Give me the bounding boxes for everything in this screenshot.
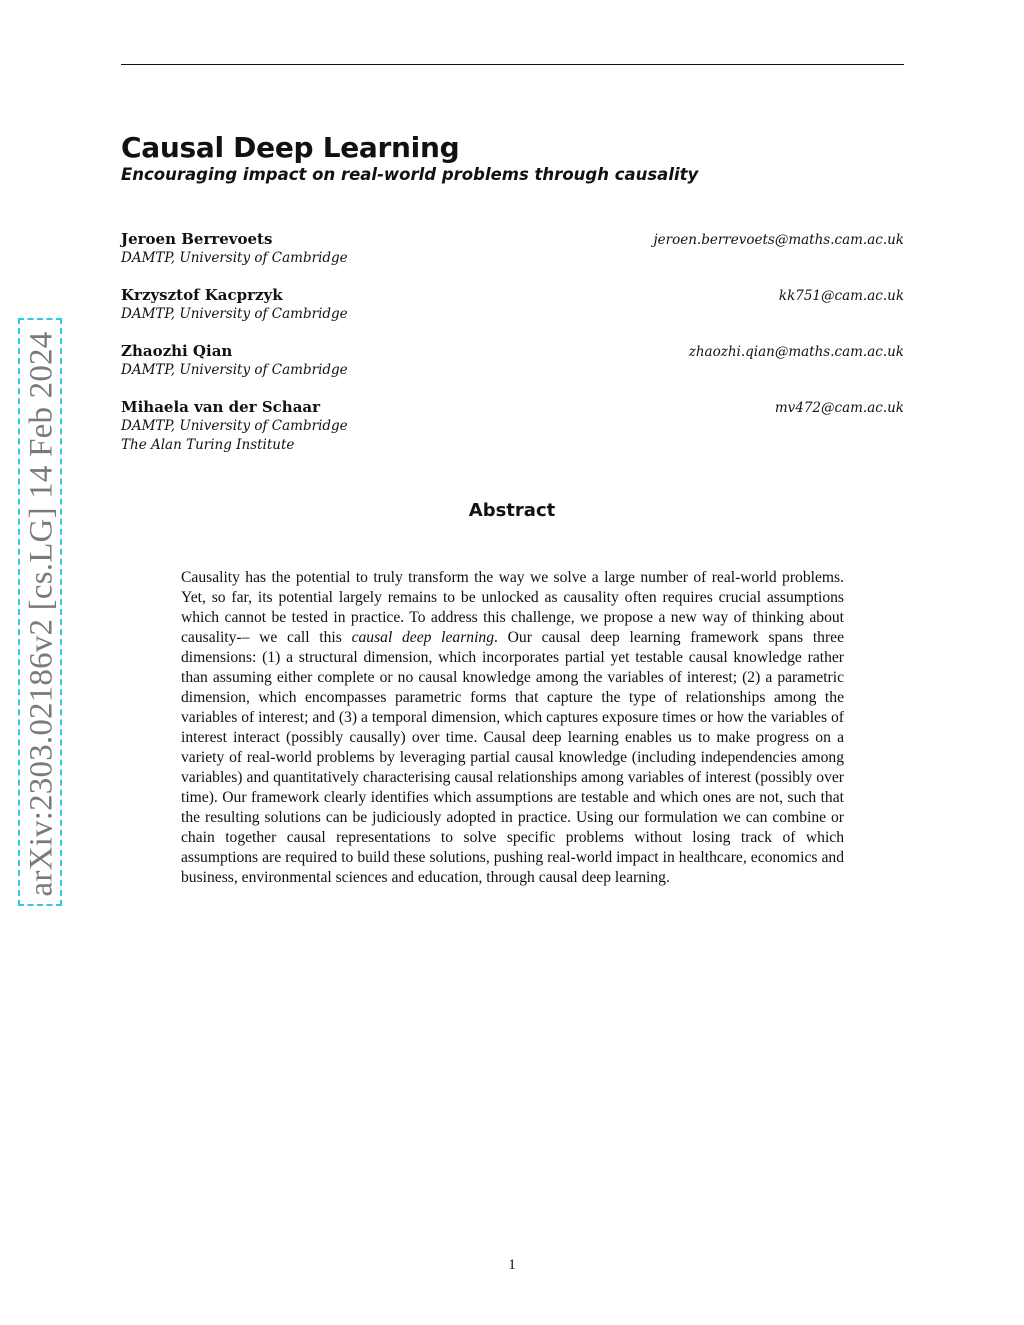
arxiv-stamp[interactable] [18,318,62,906]
abstract-emphasis: causal deep learning [351,628,495,646]
paper-title: Causal Deep Learning [121,131,460,164]
abstract-body [181,568,844,888]
author-block [121,286,904,324]
author-email: jeroen.berrevoets@maths.cam.ac.uk [653,232,904,248]
author-email: mv472@cam.ac.uk [774,400,904,416]
author-name: Jeroen Berrevoets [121,230,273,248]
author-email: kk751@cam.ac.uk [778,288,904,304]
author-block [121,230,904,268]
author-affiliation: DAMTP, University of Cambridge [121,362,348,378]
author-name: Zhaozhi Qian [121,342,233,360]
abstract-text-part1: Causality has the potential to truly transform the way we solve a large number of real-world problems. Yet, so far, its potential largely remains to be unlocked as causality often requires crucial assumptions which cannot be tested in practice. To address this challenge, we propose a new way of thinking about causality-– we call this [181,568,844,646]
top-rule [121,64,904,65]
author-affiliation: DAMTP, University of Cambridge [121,418,348,434]
author-affiliation: DAMTP, University of Cambridge [121,250,348,266]
author-name: Krzysztof Kacprzyk [121,286,283,304]
abstract-text-part2: . Our causal deep learning framework spans three dimensions: (1) a structural dimension, which incorporates partial yet testable causal knowledge rather than assuming either complete or no causal knowledge among the variables of interest; (2) a parametric dimension, which encompasses parametric forms that capture the type of relationships among the variables of interest; and (3) a temporal dimension, which captures exposure times or how the variables of interest interact (possibly causally) over time. Causal deep learning enables us to make progress on a variety of real-world problems by leveraging partial causal knowledge (including independencies among variables) and quantitatively characterising causal relationships among variables of interest (possibly over time). Our framework clearly identifies which assumptions are testable and which ones are not, such that the resulting solutions can be judiciously adopted in practice. Using our formulation we can combine or chain together causal representations to solve specific problems without losing track of which assumptions are required to build these solutions, pushing real-world impact in healthcare, economics and business, environmental sciences and education, through causal deep learning. [181,628,844,886]
page-number: 1 [508,1257,516,1273]
author-block [121,398,904,455]
author-affiliation: The Alan Turing Institute [121,437,295,453]
abstract-heading: Abstract [468,500,556,521]
paper-subtitle: Encouraging impact on real-world problems through causality [121,165,699,184]
author-name: Mihaela van der Schaar [121,398,321,416]
author-email: zhaozhi.qian@maths.cam.ac.uk [688,344,904,360]
author-affiliation: DAMTP, University of Cambridge [121,306,348,322]
author-list [121,230,904,473]
arxiv-identifier: arXiv:2303.02186v2 [cs.LG] 14 Feb 2024 [23,331,60,897]
author-block [121,342,904,380]
